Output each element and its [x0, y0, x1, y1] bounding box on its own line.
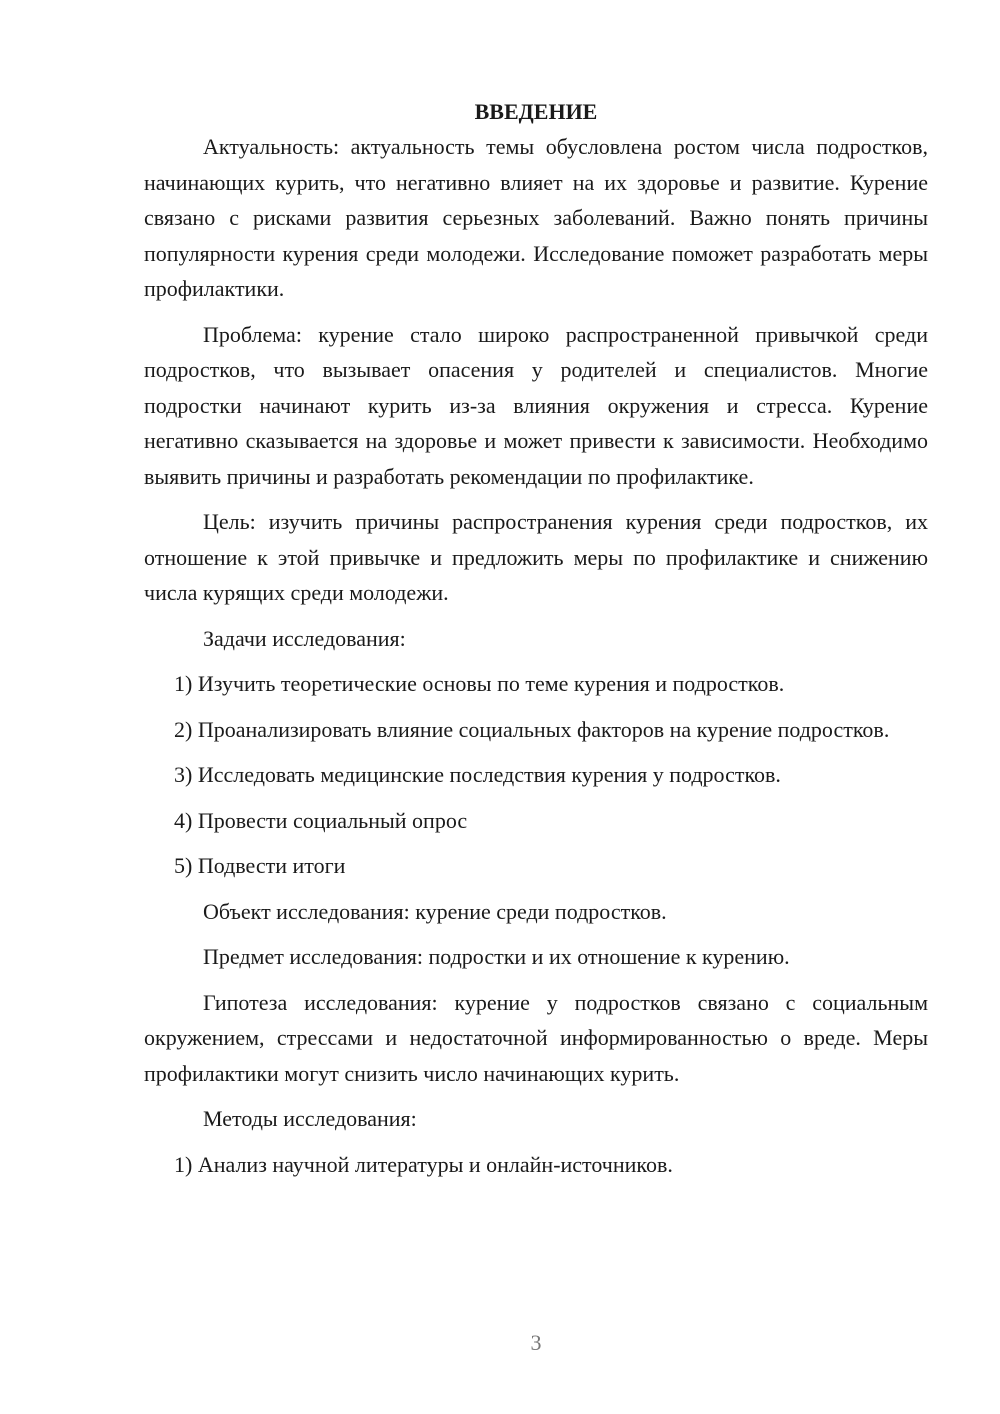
task-item: 3) Исследовать медицинские последствия курения у подростков. — [174, 762, 781, 787]
task-item: 2) Проанализировать влияние социальных факторов на курение подростков. — [174, 716, 890, 742]
task-item: 5) Подвести итоги — [174, 853, 346, 878]
task-item: 1) Изучить теоретические основы по теме курения и подростков. — [174, 671, 785, 696]
relevance-paragraph: Актуальность: актуальность темы обусловлена ростом числа подростков, начинающих курить, что негативно влияет на их здоровье и развитие. Курение связано с рисками развития серьезных заболеваний. Важно понять причины популярности курения среди молодежи. Исследование поможет разработать меры профилактики. — [144, 134, 928, 301]
method-item: 1) Анализ научной литературы и онлайн-источников. — [174, 1151, 673, 1177]
methods-heading: Методы исследования: — [203, 1106, 417, 1131]
page-content — [144, 94, 928, 1192]
task-item: 4) Провести социальный опрос — [174, 807, 468, 833]
goal-paragraph: Цель: изучить причины распространения курения среди подростков, их отношение к этой привычке и предложить меры по профилактике и снижению числа курящих среди молодежи. — [144, 509, 928, 605]
page-number: 3 — [530, 1330, 542, 1355]
object-paragraph: Объект исследования: курение среди подростков. — [203, 898, 667, 924]
subject-paragraph: Предмет исследования: подростки и их отношение к курению. — [203, 944, 790, 969]
tasks-heading: Задачи исследования: — [203, 625, 406, 651]
hypothesis-paragraph: Гипотеза исследования: курение у подростков связано с социальным окружением, стрессами и недостаточной информированностью о вреде. Меры профилактики могут снизить число начинающих курить. — [144, 989, 928, 1086]
problem-paragraph: Проблема: курение стало широко распространенной привычкой среди подростков, что вызывает опасения у родителей и специалистов. Многие подростки начинают курить из-за влияния окружения и стресса. Курение негативно сказывается на здоровье и может привести к зависимости. Необходимо выявить причины и разработать рекомендации по профилактике. — [144, 321, 928, 489]
section-title: ВВЕДЕНИЕ — [474, 99, 598, 124]
